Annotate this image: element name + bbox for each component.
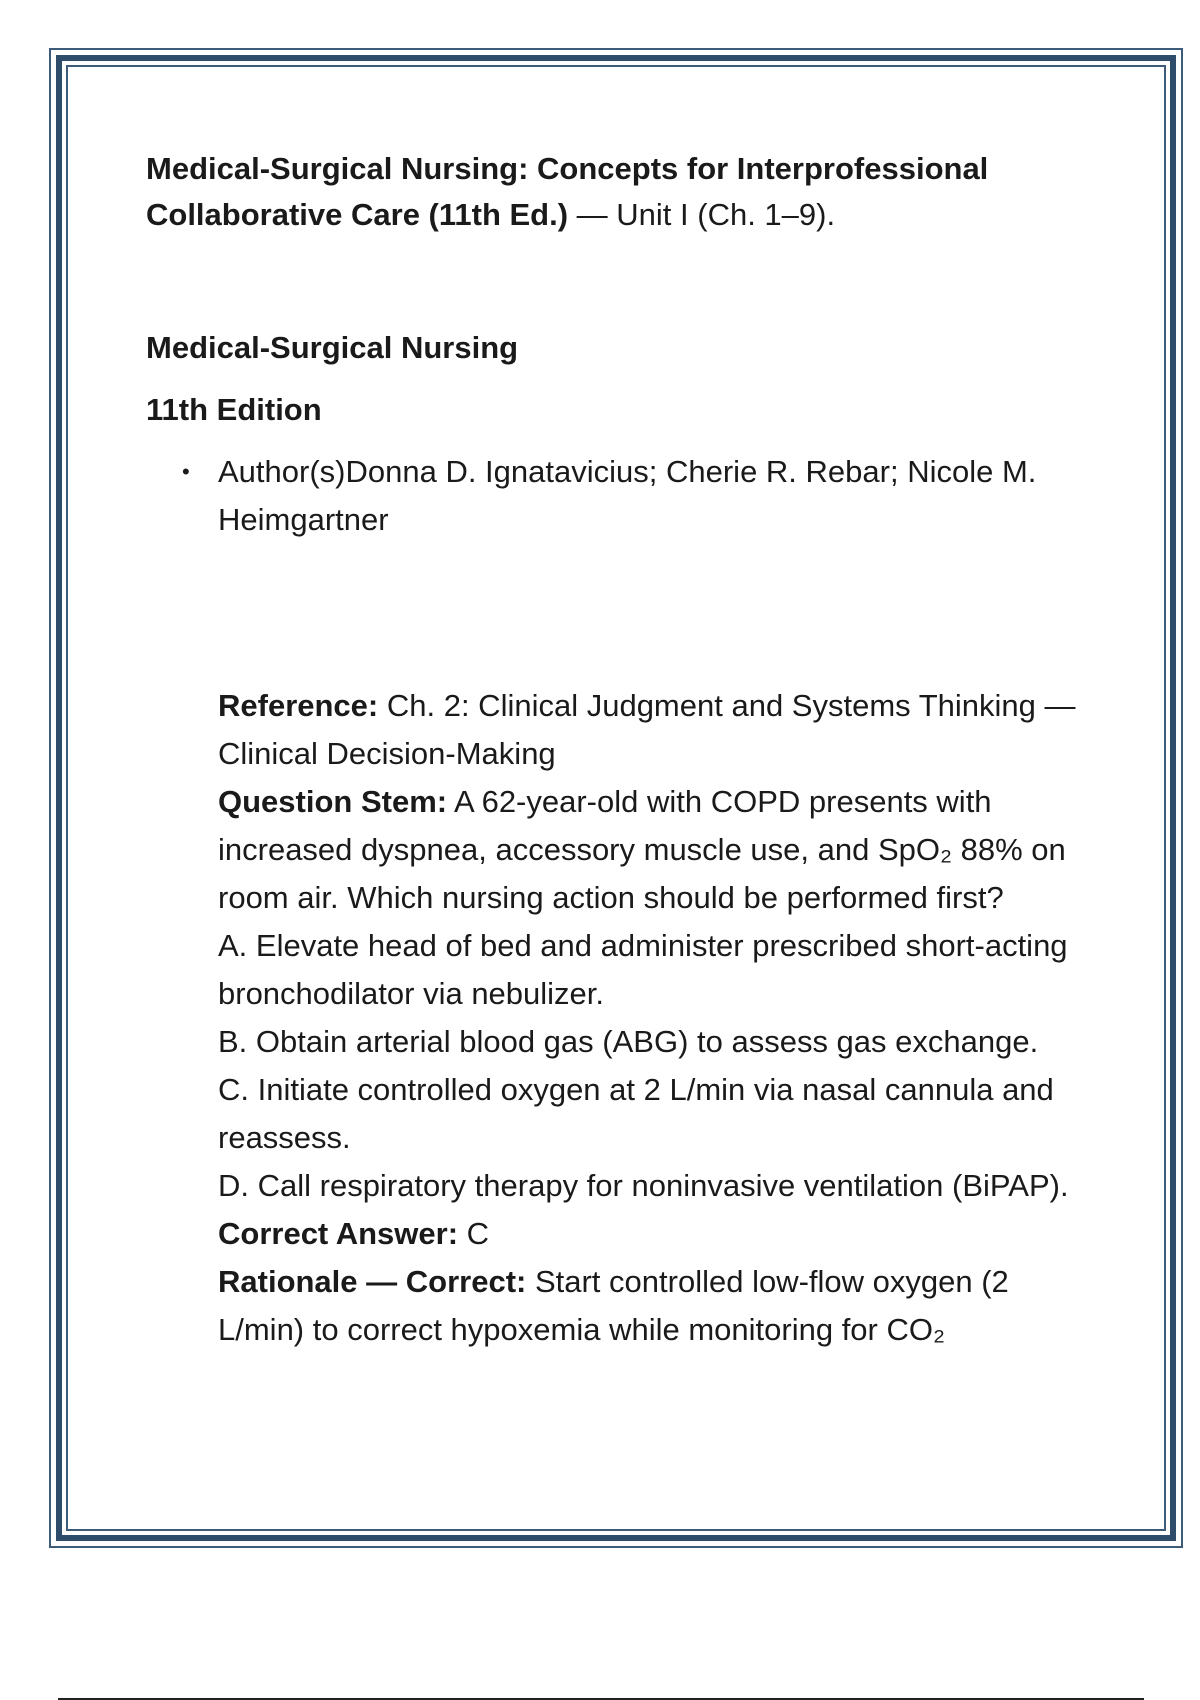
- rationale: [218, 1258, 1096, 1354]
- reference-line: [218, 682, 1096, 778]
- correct-answer-value: C: [458, 1216, 490, 1251]
- question-block: [218, 682, 1096, 1354]
- question-stem-text: A 62-year-old with COPD presents with increased dyspnea, accessory muscle use, and SpO₂ 88% on room air. Which nursing action should be performed first?: [218, 784, 1066, 915]
- reference-label: Reference:: [218, 688, 379, 723]
- rationale-label: Rationale — Correct:: [218, 1264, 527, 1299]
- document-title-bold: Medical-Surgical Nursing: Concepts for Interprofessional Collaborative Care (11th Ed.): [146, 151, 989, 232]
- option-d: D. Call respiratory therapy for noninvasive ventilation (BiPAP).: [218, 1168, 1069, 1203]
- reference-text: Ch. 2: Clinical Judgment and Systems Thinking — Clinical Decision-Making: [218, 688, 1076, 771]
- option-c: C. Initiate controlled oxygen at 2 L/min via nasal cannula and reassess.: [218, 1072, 1054, 1155]
- book-name: Medical-Surgical Nursing: [146, 330, 519, 365]
- authors-text: Author(s)Donna D. Ignatavicius; Cherie R. Rebar; Nicole M. Heimgartner: [218, 454, 1037, 537]
- bullet-icon: •: [182, 459, 190, 484]
- option-a: A. Elevate head of bed and administer prescribed short-acting bronchodilator via nebulizer.: [218, 928, 1068, 1011]
- author-item: [146, 448, 1096, 544]
- correct-answer-label: Correct Answer:: [218, 1216, 459, 1251]
- question-stem-label: Question Stem:: [218, 784, 448, 819]
- document-title-rest: — Unit I (Ch. 1–9).: [568, 197, 836, 232]
- author-list: [146, 448, 1096, 544]
- question-stem: [218, 778, 1096, 922]
- document-content: [146, 146, 1096, 1354]
- option-b: B. Obtain arterial blood gas (ABG) to assess gas exchange.: [218, 1024, 1039, 1059]
- rationale-text: Start controlled low-flow oxygen (2 L/min) to correct hypoxemia while monitoring for CO₂: [218, 1264, 1009, 1347]
- book-edition: 11th Edition: [146, 392, 322, 427]
- document-title: [146, 146, 1096, 238]
- correct-answer: [218, 1210, 1096, 1258]
